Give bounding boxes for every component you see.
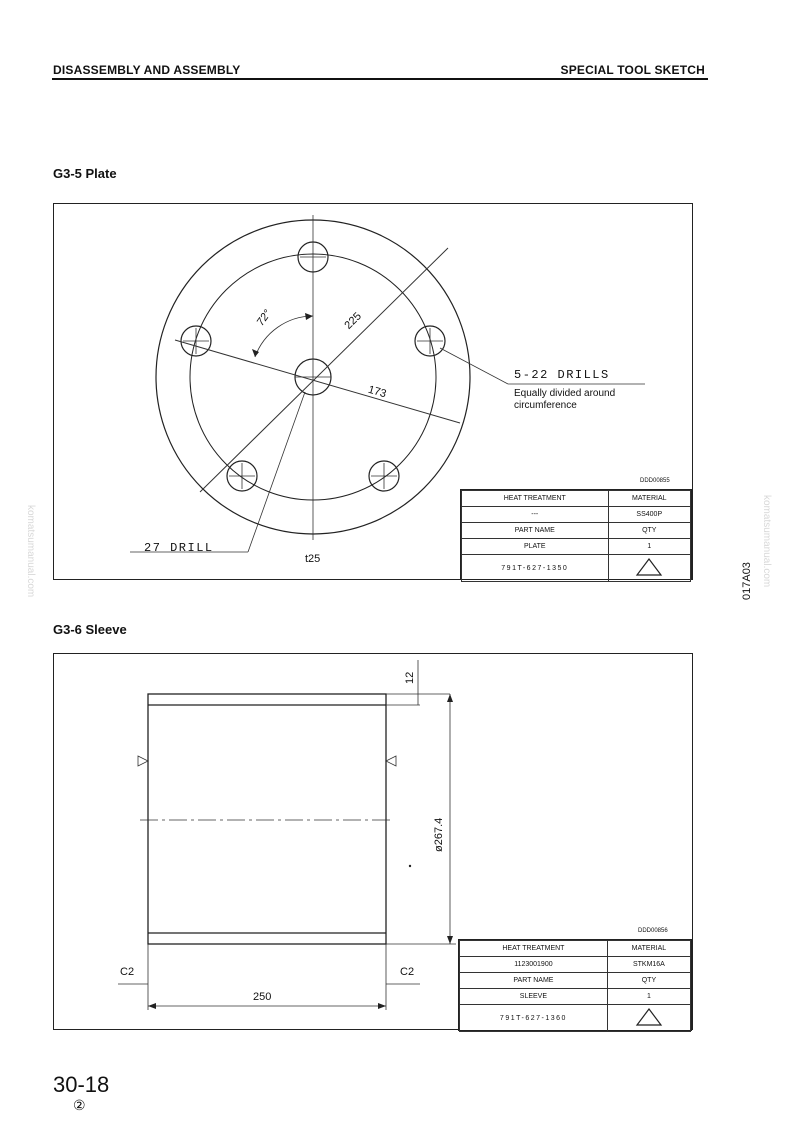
watermark-left: komatsumanual.com — [25, 505, 36, 598]
sleeve-dim-top: 12 — [404, 671, 416, 684]
side-code: 017A03 — [741, 562, 753, 600]
sleeve-drawing-code: DDD00856 — [638, 928, 668, 934]
plate-material-value: SS400P — [608, 507, 690, 523]
sleeve-dim-chamfer-left: C2 — [120, 966, 135, 978]
sleeve-part-name-value: SLEEVE — [460, 989, 608, 1005]
revision-triangle-icon — [635, 1007, 663, 1027]
revision-mark: ② — [73, 1097, 86, 1113]
plate-thickness-label: t25 — [305, 553, 321, 565]
plate-material-header: MATERIAL — [608, 491, 690, 507]
plate-part-number: 791T-627-1350 — [462, 555, 609, 582]
sleeve-part-number: 791T-627-1360 — [460, 1005, 608, 1032]
sleeve-dim-chamfer-right: C2 — [400, 966, 415, 978]
header-right: SPECIAL TOOL SKETCH — [560, 63, 705, 77]
plate-drills-note-2: circumference — [514, 400, 577, 411]
sleeve-dim-length: 250 — [253, 991, 272, 1003]
sleeve-material-header: MATERIAL — [607, 941, 690, 957]
sleeve-material-value: STKM16A — [607, 957, 690, 973]
sleeve-part-name-header: PART NAME — [460, 973, 608, 989]
sleeve-section-title: G3-6 Sleeve — [53, 622, 127, 637]
page-number: 30-18 — [53, 1072, 110, 1097]
plate-part-name-value: PLATE — [462, 539, 609, 555]
sleeve-body — [148, 694, 386, 944]
sleeve-title-block — [458, 939, 692, 1031]
plate-section-title: G3-5 Plate — [53, 166, 117, 181]
sleeve-heat-treatment-header: HEAT TREATMENT — [460, 941, 608, 957]
plate-pcd-label: 225 — [342, 310, 364, 332]
watermark-right: komatsumanual.com — [761, 495, 772, 588]
sleeve-revision-triangle — [607, 1005, 690, 1032]
plate-qty-value: 1 — [608, 539, 690, 555]
sleeve-qty-value: 1 — [607, 989, 690, 1005]
plate-radius-label: 173 — [366, 383, 388, 401]
sleeve-qty-header: QTY — [607, 973, 690, 989]
header-left: DISASSEMBLY AND ASSEMBLY — [53, 63, 241, 77]
plate-drills-note-1: Equally divided around — [514, 388, 616, 399]
plate-heat-treatment-header: HEAT TREATMENT — [462, 491, 609, 507]
plate-part-name-header: PART NAME — [462, 523, 609, 539]
plate-drills-label: 5-22 DRILLS — [514, 368, 610, 382]
plate-drawing-code: DDD00855 — [640, 478, 670, 484]
plate-qty-header: QTY — [608, 523, 690, 539]
sleeve-heat-treatment-value: 1123001900 — [460, 957, 608, 973]
plate-heat-treatment-value: --- — [462, 507, 609, 523]
plate-angle-label: 72° — [254, 307, 275, 329]
sleeve-dim-diameter: ø267.4 — [433, 817, 445, 852]
plate-center-drill-label: 27 DRILL — [144, 541, 214, 555]
